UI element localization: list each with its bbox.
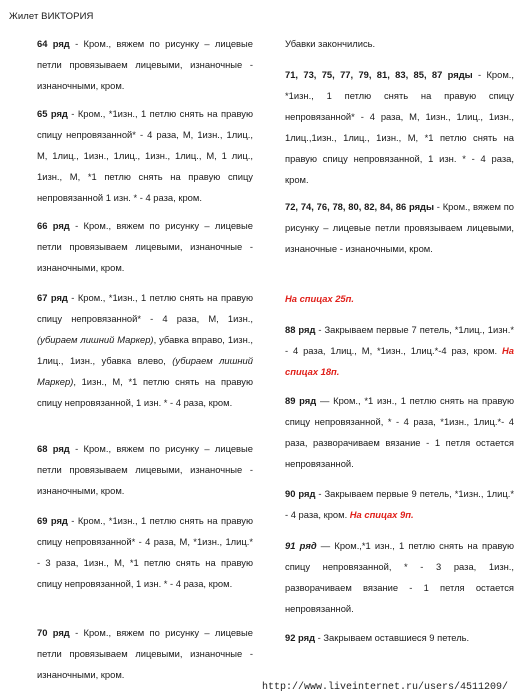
body-text: — Кром.,*1 изн., 1 петлю снять на правую спицу непровязанной, * - 3 раза, 1изн., разворачиваем вязание - 1 петля остается непровязанной. bbox=[285, 540, 514, 614]
source-url: http://www.liveinternet.ru/users/4511209/ bbox=[262, 682, 509, 693]
body-text: - Кром., *1изн., 1 петлю снять на правую спицу непровязанной* - 4 раза, М, 1изн., 1лиц., 1изн., 1лиц.,1изн., 1лиц., 1изн., М, *1 петлю снять на правую спицу непровязанной, 1 изн. * - 4 раза, кром. bbox=[285, 69, 514, 185]
note-stitch-count-25 bbox=[285, 288, 514, 309]
body-text: - Кром., вяжем по рисунку – лицевые петли провязываем лицевыми, изнаночные - изнаночными, кром. bbox=[37, 220, 253, 273]
emphasis-text: 64 ряд bbox=[37, 38, 70, 49]
emphasis-text: 65 ряд bbox=[37, 108, 68, 119]
emphasis-text: 89 ряд bbox=[285, 395, 317, 406]
instruction-row-68 bbox=[37, 438, 253, 501]
instruction-row-69 bbox=[37, 510, 253, 594]
instruction-row-88 bbox=[285, 319, 514, 382]
emphasis-text: На спицах 25п. bbox=[285, 293, 354, 304]
instruction-rows-71-87 bbox=[285, 64, 514, 190]
body-text: , 1изн., М, *1 петлю снять на правую спицу непровязанной, 1 изн. * - 4 раза, кром. bbox=[37, 376, 253, 408]
body-text: - Кром., вяжем по рисунку – лицевые петли провязываем лицевыми, изнаночные - изнаночными, кром. bbox=[37, 443, 253, 496]
emphasis-text: 67 ряд bbox=[37, 292, 68, 303]
instruction-rows-72-86 bbox=[285, 196, 514, 259]
note-decreases-done bbox=[285, 33, 514, 54]
emphasis-text: 66 ряд bbox=[37, 220, 70, 231]
emphasis-text: 90 ряд bbox=[285, 488, 316, 499]
emphasis-text: На спицах 9п. bbox=[349, 509, 414, 520]
emphasis-text: 92 ряд bbox=[285, 632, 316, 643]
instruction-row-90 bbox=[285, 483, 514, 525]
instruction-row-67 bbox=[37, 287, 253, 413]
emphasis-text: (убираем лишний Маркер) bbox=[37, 355, 253, 387]
instruction-row-91 bbox=[285, 535, 514, 619]
body-text: - Кром., *1изн., 1 петлю снять на правую спицу непровязанной* - 4 раза, М, 1изн., 1лиц., М, 1лиц., 1изн., 1лиц., 1изн., 1лиц., М, 1 лиц., 1изн., М, *1 петлю снять на правую спицу непровязанной 1 изн. * - 4 раза, кром. bbox=[37, 108, 253, 203]
instruction-row-89 bbox=[285, 390, 514, 474]
emphasis-text: 91 ряд bbox=[285, 540, 317, 551]
body-text: Убавки закончились. bbox=[285, 38, 376, 49]
body-text: - Кром., вяжем по рисунку – лицевые петли провязываем лицевыми, изнаночные - изнаночными, кром. bbox=[37, 627, 253, 680]
body-text: - Закрываем первые 7 петель, *1лиц., 1изн.* - 4 раза, 1лиц., М, *1изн., 1лиц.*-4 раз, кром. bbox=[285, 324, 514, 356]
emphasis-text: 68 ряд bbox=[37, 443, 70, 454]
emphasis-text: На спицах 18п. bbox=[285, 345, 514, 377]
instruction-row-65 bbox=[37, 103, 253, 208]
emphasis-text: 69 ряд bbox=[37, 515, 68, 526]
emphasis-text: 71, 73, 75, 77, 79, 81, 83, 85, 87 ряды bbox=[285, 69, 473, 80]
emphasis-text: 88 ряд bbox=[285, 324, 316, 335]
instruction-row-92 bbox=[285, 627, 514, 648]
body-text: - Закрываем оставшиеся 9 петель. bbox=[315, 632, 470, 643]
body-text: , убавка вправо, 1изн., 1лиц., 1изн., убавка влево, bbox=[37, 334, 253, 366]
instruction-row-66 bbox=[37, 215, 253, 278]
body-text: - Кром., *1изн., 1 петлю снять на правую спицу непровязанной* - 4 раза, М, 1изн., bbox=[37, 292, 253, 324]
instruction-row-64 bbox=[37, 33, 253, 96]
page-header: Жилет ВИКТОРИЯ bbox=[9, 11, 94, 22]
body-text: - Кром., вяжем по рисунку – лицевые петли провязываем лицевыми, изнаночные - изнаночными, кром. bbox=[285, 201, 514, 254]
body-text: - Закрываем первые 9 петель, *1изн., 1лиц.* - 4 раза, кром. bbox=[285, 488, 514, 520]
emphasis-text: 72, 74, 76, 78, 80, 82, 84, 86 ряды bbox=[285, 201, 434, 212]
body-text: - Кром., *1изн., 1 петлю снять на правую спицу непровязанной* - 4 раза, М, *1изн., 1лиц.* - 3 раза, 1изн., М, *1 петлю снять на правую спицу непровязанной, 1 изн. * - 4 раза, кром. bbox=[37, 515, 253, 589]
body-text: - Кром., вяжем по рисунку – лицевые петли провязываем лицевыми, изнаночные - изнаночными, кром. bbox=[37, 38, 253, 91]
emphasis-text: 70 ряд bbox=[37, 627, 70, 638]
body-text: — Кром., *1 изн., 1 петлю снять на правую спицу непровязанной, * - 4 раза, *1изн., 1лиц.*- 4 раза, разворачиваем вязание - 1 петля остается непровязанной. bbox=[285, 395, 515, 469]
emphasis-text: (убираем лишний Маркер) bbox=[37, 334, 154, 345]
instruction-row-70 bbox=[37, 622, 253, 685]
